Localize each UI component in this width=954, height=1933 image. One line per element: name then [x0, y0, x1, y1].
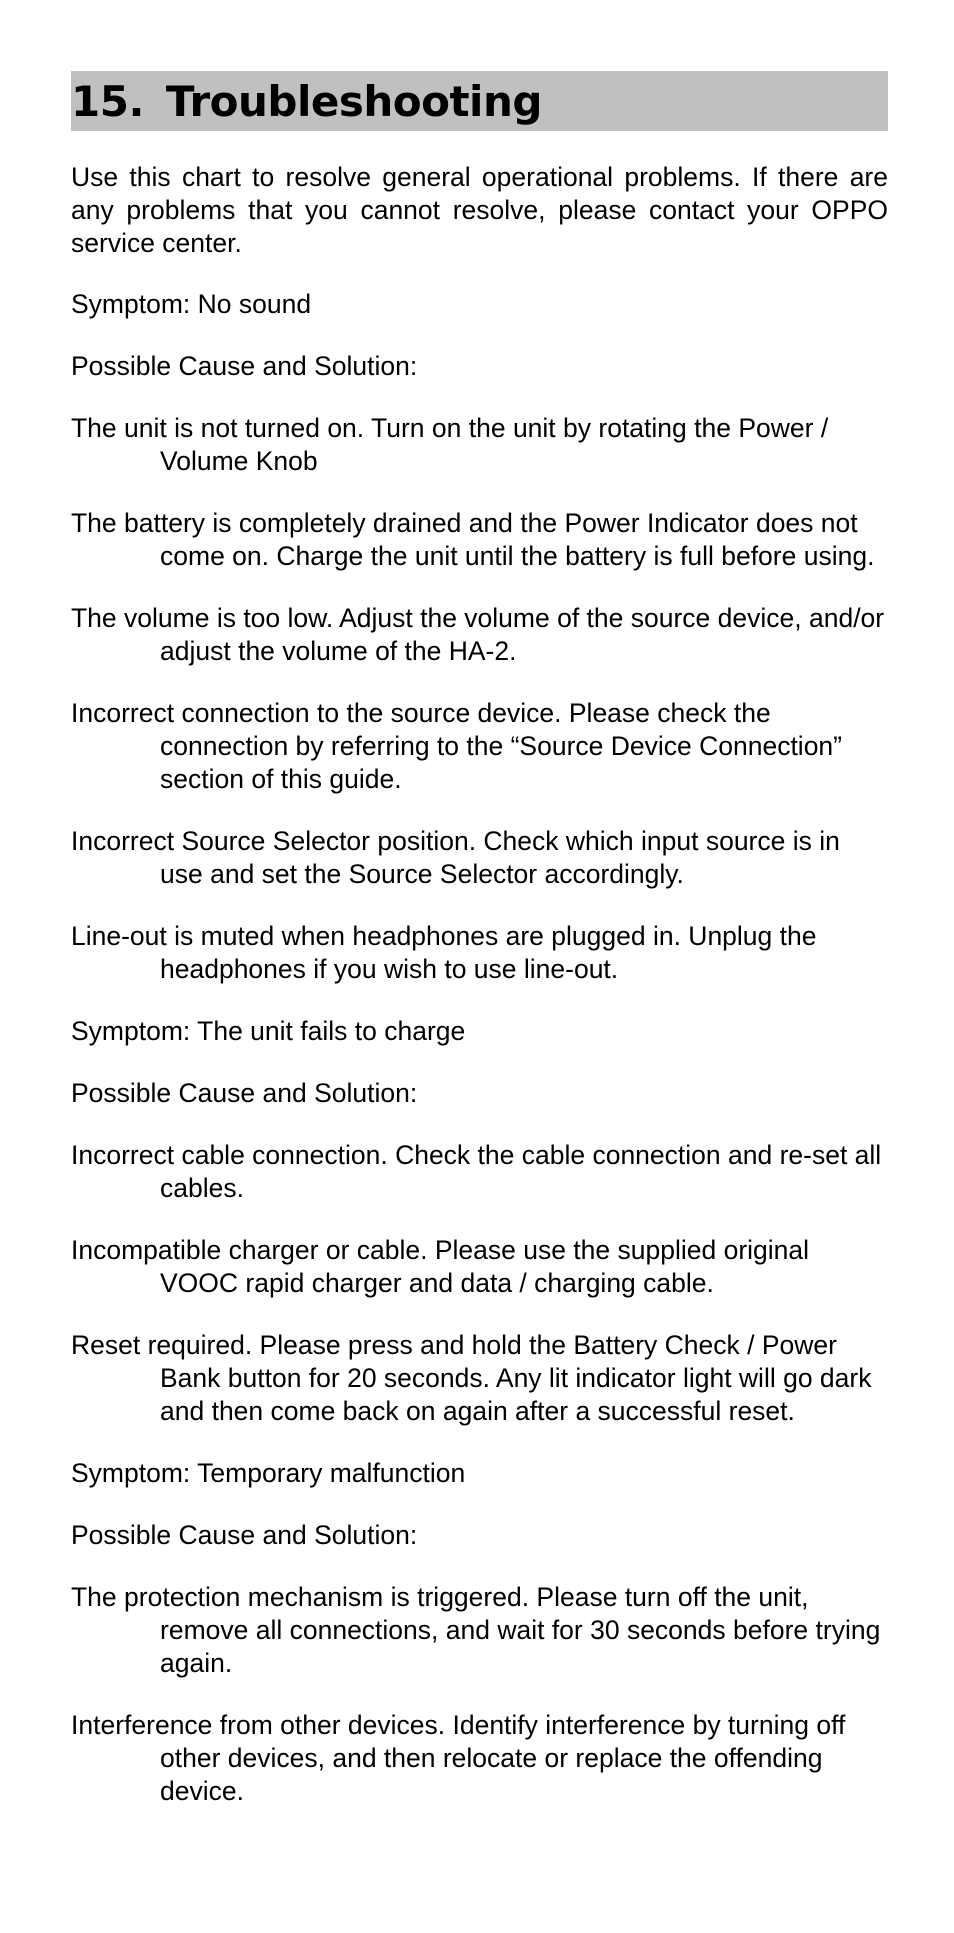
list-item: The battery is completely drained and the Power Indicator does not come on. Charge the unit until the battery is full before using.	[71, 508, 875, 571]
symptom-label: Symptom: No sound	[71, 289, 312, 319]
troubleshooting-section-fails-to-charge	[71, 1015, 888, 1428]
list-item: Incorrect Source Selector position. Check which input source is in use and set the Source Selector accordingly.	[71, 826, 840, 889]
list-item: The unit is not turned on. Turn on the unit by rotating the Power / Volume Knob	[71, 413, 829, 476]
list-item: Interference from other devices. Identify interference by turning off other devices, and then relocate or replace the offending device.	[71, 1710, 846, 1806]
list-item: The volume is too low. Adjust the volume of the source device, and/or adjust the volume of the HA-2.	[71, 603, 885, 666]
troubleshooting-section-no-sound	[71, 288, 888, 986]
troubleshooting-section-temporary-malfunction	[71, 1457, 888, 1808]
list-item: The protection mechanism is triggered. Please turn off the unit, remove all connections, and wait for 30 seconds before trying again.	[71, 1582, 881, 1678]
symptom-label: Symptom: The unit fails to charge	[71, 1016, 466, 1046]
section-number: 15.	[71, 76, 144, 126]
list-item: Reset required. Please press and hold the Battery Check / Power Bank button for 20 seconds. Any lit indicator light will go dark and then come back on again after a successful reset.	[71, 1330, 872, 1426]
cause-label: Possible Cause and Solution:	[71, 351, 418, 381]
document-page	[71, 71, 888, 1837]
intro-paragraph: Use this chart to resolve general operational problems. If there are any problems that you cannot resolve, please contact your OPPO service center.	[71, 162, 888, 258]
symptom-label: Symptom: Temporary malfunction	[71, 1458, 466, 1488]
cause-label: Possible Cause and Solution:	[71, 1078, 418, 1108]
list-item: Incorrect connection to the source device. Please check the connection by referring to the “Source Device Connection” section of this guide.	[71, 698, 842, 794]
section-heading	[71, 71, 888, 131]
list-item: Incompatible charger or cable. Please use the supplied original VOOC rapid charger and data / charging cable.	[71, 1235, 810, 1298]
section-title: Troubleshooting	[165, 76, 542, 126]
cause-label: Possible Cause and Solution:	[71, 1520, 418, 1550]
list-item: Incorrect cable connection. Check the cable connection and re-set all cables.	[71, 1140, 882, 1203]
list-item: Line-out is muted when headphones are plugged in. Unplug the headphones if you wish to use line-out.	[71, 921, 817, 984]
